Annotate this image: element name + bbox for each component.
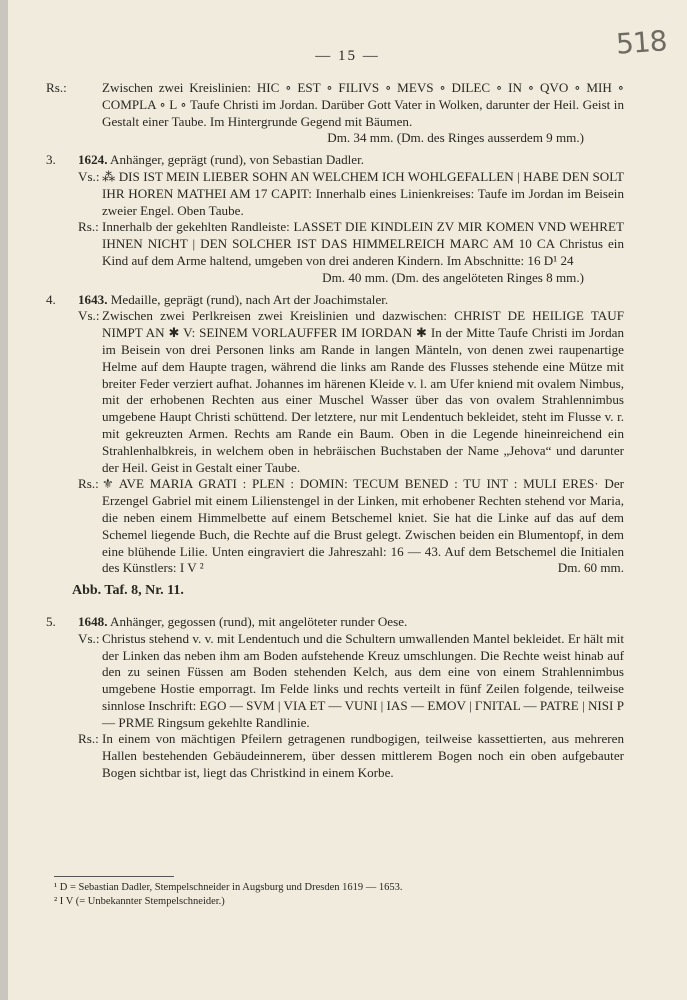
entry-4-heading: 4. 1643. Medaille, geprägt (rund), nach Art der Joachimstaler. bbox=[46, 291, 389, 307]
dimension-entry-3: Dm. 40 mm. (Dm. des angelöteten Ringes 8 mm.) bbox=[322, 269, 584, 285]
vs-entry-4: Vs.: Zwischen zwei Perlkreisen zwei Kreislinien und dazwischen: CHRIST DE HEILIGE TAUF NIMPT AN ✱ V: SEINEM VORLAUFFER IM IORDAN ✱ In der Mitte Taufe Christi im Jordan im Beisein von drei Personen links am Rande in langen Mänteln, von denen zwei raupenartige Helme auf dem Haupte tragen, während die links am Rande des Flusses stehende eine Mütze mit breiter Feder verziert aufhat. Johannes im härenen Kleide v. l. am Ufer kniend mit ovalem Nimbus, mit der erhobenen Rechten aus einer Muschel Wasser über das von ovalem Strahlennimbus umgebene Haupt Christi schüttend. Der letztere, nur mit Lendentuch bekleidet, steht im Flusse v. r. mit gekreuzten Armen. Rechts am Rande ein Baum. Oben in die Legende hineinreichend ein Strahlenhalbkreis, in welchem oben in hebräischen Buchstaben der Name „Jehova“ und darunter der Heil. Geist in Gestalt einer Taube. bbox=[78, 308, 624, 475]
page-number: — 15 — bbox=[315, 48, 380, 64]
entry-5-heading: 5. 1648. Anhänger, gegossen (rund), mit angelöteter runder Oese. bbox=[46, 613, 408, 629]
page bbox=[8, 0, 687, 1000]
side-label: Rs.: bbox=[46, 80, 67, 95]
dimension-entry-2: Dm. 34 mm. (Dm. des Ringes ausserdem 9 mm.) bbox=[327, 130, 584, 146]
footnote-2: ² I V (= Unbekannter Stempelschneider.) bbox=[54, 896, 225, 907]
figure-reference: Abb. Taf. 8, Nr. 11. bbox=[72, 583, 184, 599]
vs-entry-5: Vs.: Christus stehend v. v. mit Lendentuch und die Schultern umwallenden Mantel bekleidet. Er hält mit der Linken das neben ihm am Boden aufstehende Kreuz umschlungen. Die Rechte weist hinab auf den zu seinen Füssen am Boden stehenden Kelch, aus dem eine von einem Strahlennimbus umgebene Hostie emporragt. Im Felde links und rechts verteilt in fünf Zeilen folgende, teilweise sinnlose Inschrift: EGO — SVM | VIA ET — VUNI | IAS — EMOV | ΓNITAL — PATRE | NISI P — PRME Ringsum gekehlte Randlinie. bbox=[78, 630, 624, 730]
footnote-1: ¹ D = Sebastian Dadler, Stempelschneider in Augsburg und Dresden 1619 — 1653. bbox=[54, 882, 403, 893]
main-text bbox=[46, 80, 624, 782]
rs-entry-2: Rs.: Zwischen zwei Kreislinien: HIC ∘ EST ∘ FILIVS ∘ MEVS ∘ DILEC ∘ IN ∘ QVO ∘ MIH ∘ COMPLA ∘ L ∘ Taufe Christi im Jordan. Darüber Gott Vater in Wolken, darunter der Heil. Geist in Gestalt einer Taube. Im Hintergrunde Gegend mit Bäumen. bbox=[46, 80, 624, 129]
vs-entry-3: Vs.: ⁂ DIS IST MEIN LIEBER SOHN AN WELCHEM ICH WOHLGEFALLEN | HABE DEN SOLT IHR HOREN MATHEI AM 17 CAPIT: Innerhalb eines Linienkreises: Taufe im Jordan im Beisein zweier Engel. Oben Taube. bbox=[78, 168, 624, 218]
footnote-rule bbox=[54, 876, 174, 877]
rs-entry-3: Rs.: Innerhalb der gekehlten Randleiste: LASSET DIE KINDLEIN ZV MIR KOMEN VND WEHRET IHNEN NICHT | DEN SOLCHER IST DAS HIMMELREICH MARC AM 10 CA Christus ein Kind auf dem Arme haltend, umgeben von drei anderen Kindern. Im Abschnitte: 16 D¹ 24 bbox=[78, 219, 624, 268]
rs-entry-4: Rs.: ⚜ AVE MARIA GRATI : PLEN : DOMIN: TECUM BENED : TU INT : MULI ERES· Der Erzengel Gabriel mit einem Lilienstengel in der Linken, mit erhobener Rechten stehend vor Maria, die neben einem Himmelbette auf einem Betschemel kniet. Sie hat die Linke auf das auf dem Schemel liegende Buch, die Rechte auf die Brust gelegt. Zwischen beiden ein Blumentopf, in dem eine blühende Lilie. Unten eingraviert die Jahreszahl: 16 — 43. Auf dem Betschemel die Initialen des Künstlers: I V ² Dm. 60 mm. bbox=[78, 476, 624, 576]
entry-3-heading: 3. 1624. Anhänger, geprägt (rund), von Sebastian Dadler. bbox=[46, 152, 365, 168]
footnotes bbox=[54, 876, 614, 909]
dimension-entry-4: Dm. 60 mm. bbox=[557, 560, 624, 576]
handwritten-folio-number: 518 bbox=[614, 24, 668, 61]
rs-entry-5: Rs.: In einem von mächtigen Pfeilern getragenen rundbogigen, teilweise kassettierten, aus mehreren Hallen bestehenden Gebäudeinnerem, über dessen mittlerem Bogen noch ein oben aufgebauter Bogen sichtbar ist, liegt das Christkind in einem Korbe. bbox=[78, 731, 624, 781]
